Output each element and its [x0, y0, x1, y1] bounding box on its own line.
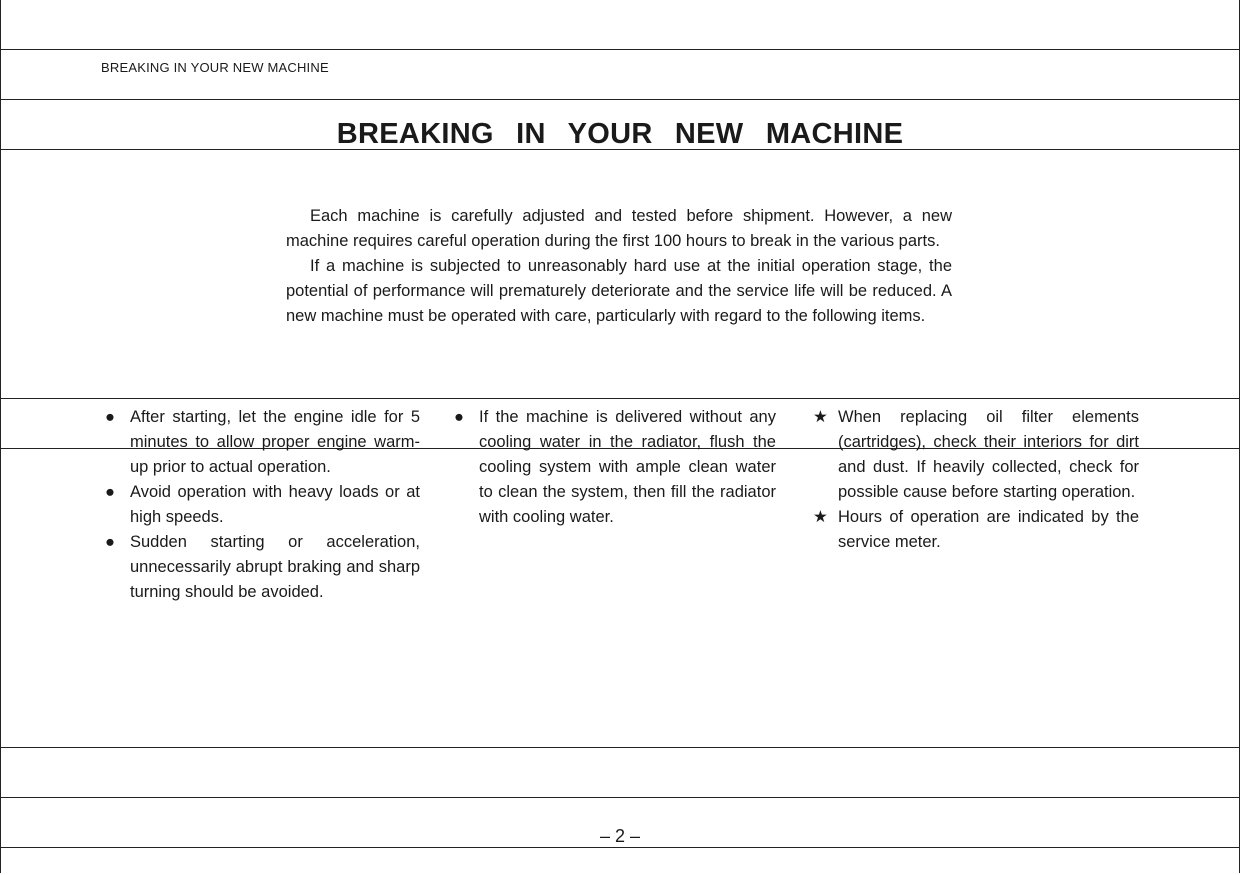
bullet-icon: ●	[105, 408, 115, 426]
bullet-icon: ●	[105, 483, 115, 501]
list-item	[105, 480, 420, 530]
page-title: BREAKING IN YOUR NEW MACHINE	[336, 118, 904, 150]
list-item	[813, 505, 1139, 555]
precautions-column-1	[105, 405, 420, 605]
list-item	[813, 405, 1139, 505]
list-item-text: Sudden starting or acceleration, unnecessarily abrupt braking and sharp turning should be avoided.	[130, 533, 420, 601]
rule-line	[0, 847, 1240, 848]
list-item	[105, 530, 420, 605]
running-header: BREAKING IN YOUR NEW MACHINE	[101, 60, 329, 75]
list-item-text: Avoid operation with heavy loads or at high speeds.	[130, 483, 420, 526]
precautions-column-2	[454, 405, 776, 530]
rule-line	[0, 747, 1240, 748]
list-item-text: After starting, let the engine idle for 5 minutes to allow proper engine warm-up prior to actual operation.	[130, 408, 420, 476]
star-icon: ★	[813, 508, 828, 526]
rule-line	[0, 398, 1240, 399]
intro-text	[286, 204, 952, 329]
list-item-text: Hours of operation are indicated by the service meter.	[838, 508, 1139, 551]
list-item	[454, 405, 776, 530]
bullet-icon: ●	[454, 408, 464, 426]
list-item	[105, 405, 420, 480]
rule-line	[0, 49, 1240, 50]
intro-paragraph: If a machine is subjected to unreasonably hard use at the initial operation stage, the potential of performance will prematurely deteriorate and the service life will be reduced. A new machine must be operated with care, particularly with regard to the following items.	[286, 257, 952, 325]
rule-line	[0, 99, 1240, 100]
list-item-text: If the machine is delivered without any cooling water in the radiator, flush the cooling system with ample clean water to clean the system, then fill the radiator with cooling water.	[479, 408, 776, 526]
precautions-column-3	[813, 405, 1139, 555]
rule-line	[0, 797, 1240, 798]
star-icon: ★	[813, 408, 828, 426]
list-item-text: When replacing oil filter elements (cartridges), check their interiors for dirt and dust. If heavily collected, check for possible cause before starting operation.	[838, 408, 1139, 501]
intro-paragraph: Each machine is carefully adjusted and tested before shipment. However, a new machine requires careful operation during the first 100 hours to break in the various parts.	[286, 207, 952, 250]
page-number: – 2 –	[599, 826, 641, 846]
bullet-icon: ●	[105, 533, 115, 551]
